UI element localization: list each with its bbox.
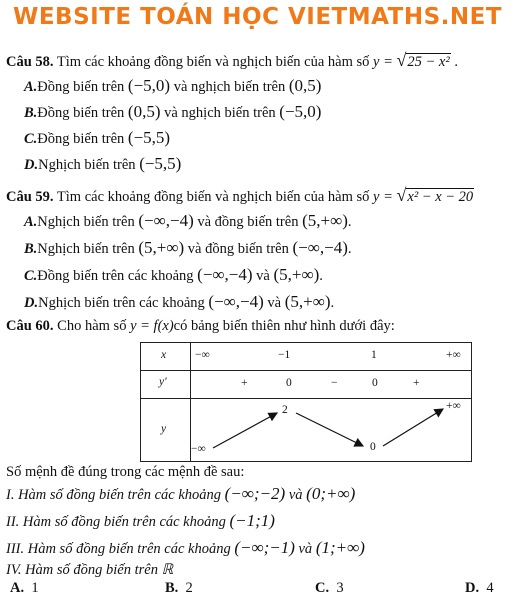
interval: (−∞;−2): [224, 484, 286, 503]
statement-text: III. Hàm số đồng biến trên các khoảng: [6, 541, 231, 557]
interval: (5,+∞): [302, 211, 348, 230]
option-letter: D.: [24, 157, 39, 173]
sign: −: [331, 377, 338, 389]
question-text: Tìm các khoảng đồng biến và nghịch biến của hàm số: [56, 189, 370, 205]
interval: (−∞,−4): [138, 211, 194, 230]
interval: (−∞,−4): [197, 265, 253, 284]
option-text: Đồng biến trên: [37, 79, 125, 95]
statement-connector: và: [298, 541, 313, 557]
answer-value: 2: [185, 580, 193, 596]
option-text: và: [256, 268, 270, 284]
interval: (−5,5): [139, 154, 182, 173]
option-text: Nghịch biến trên: [37, 214, 135, 230]
increasing-arrow: [383, 409, 443, 446]
option-end: .: [330, 295, 335, 311]
x-value: −1: [278, 349, 291, 361]
q58-option-c[interactable]: [24, 128, 170, 148]
row-label-y: y: [161, 423, 167, 435]
q59-option-b[interactable]: [24, 238, 351, 258]
question-label: Câu 59.: [6, 189, 54, 205]
option-letter: A.: [24, 214, 38, 230]
question-text: Cho hàm số: [57, 318, 127, 334]
statement-1: [6, 484, 355, 504]
option-text: và đồng biến trên: [187, 241, 289, 257]
statement-4: [6, 562, 173, 579]
option-letter: A.: [24, 79, 38, 95]
option-end: .: [319, 268, 323, 284]
statement-text: II. Hàm số đồng biến trên các khoảng: [6, 514, 226, 530]
interval: (−5,5): [127, 128, 171, 147]
answer-letter: D.: [465, 580, 480, 596]
option-text: Nghịch biến trên: [38, 157, 136, 173]
interval: (−5,0): [279, 102, 322, 121]
function-expression: y = f(x): [130, 318, 174, 334]
row-label-x: x: [161, 349, 167, 361]
real-numbers-symbol: ℝ: [161, 562, 174, 578]
sign: +: [413, 377, 420, 389]
x-value: +∞: [446, 349, 461, 361]
answer-d[interactable]: [465, 580, 494, 597]
sqrt-expression: [397, 50, 451, 71]
row-label-yprime: y′: [159, 376, 167, 388]
site-header: WEBSITE TOÁN HỌC VIETMATHS.NET: [12, 4, 503, 30]
radical-sign: √: [396, 185, 407, 205]
option-end: .: [347, 241, 352, 257]
decreasing-arrow: [296, 413, 363, 446]
variation-table: [140, 342, 472, 462]
answer-letter: A.: [10, 580, 25, 596]
interval: (−∞;−1): [234, 538, 295, 557]
q58-option-b[interactable]: [24, 102, 321, 122]
q59-option-c[interactable]: [24, 265, 323, 285]
option-text: Đồng biến trên: [37, 105, 125, 121]
interval: (5,+∞): [138, 238, 185, 257]
y-value: 0: [370, 441, 376, 453]
answer-b[interactable]: [165, 580, 193, 597]
answer-a[interactable]: [10, 580, 39, 597]
option-text: Đồng biến trên các khoảng: [37, 268, 194, 284]
q59-option-d[interactable]: [24, 292, 334, 312]
option-letter: C.: [24, 268, 38, 284]
q59-option-a[interactable]: [24, 211, 351, 231]
option-text: và: [267, 295, 282, 311]
question-label: Câu 58.: [6, 54, 54, 70]
sign: 0: [372, 377, 378, 389]
answer-letter: C.: [315, 580, 330, 596]
function-tail: .: [454, 54, 458, 70]
increasing-arrow: [213, 413, 277, 448]
option-text: và đồng biến trên: [197, 214, 299, 230]
statement-text: I. Hàm số đồng biến trên các khoảng: [6, 487, 222, 503]
y-value: 2: [282, 404, 288, 416]
radicand: 25 − x²: [407, 54, 450, 70]
interval: (0;+∞): [306, 484, 356, 503]
function-lhs: y =: [373, 189, 393, 205]
option-letter: B.: [24, 105, 38, 121]
variation-arrows: [141, 343, 471, 461]
sign: 0: [286, 377, 292, 389]
x-value: 1: [371, 349, 377, 361]
question-text: có bảng biến thiên như hình dưới đây:: [173, 318, 395, 334]
question-60: [6, 318, 395, 335]
answer-c[interactable]: [315, 580, 344, 597]
question-label: Câu 60.: [6, 318, 54, 334]
option-letter: C.: [24, 131, 38, 147]
option-end: .: [347, 214, 352, 230]
statement-prompt: Số mệnh đề đúng trong các mệnh đề sau:: [6, 464, 245, 480]
interval: (1;+∞): [315, 538, 365, 557]
interval: (5,+∞): [273, 265, 320, 284]
option-letter: B.: [24, 241, 38, 257]
interval: (−∞,−4): [208, 292, 264, 311]
option-text: và nghịch biến trên: [164, 105, 276, 121]
answer-value: 4: [486, 580, 494, 596]
option-text: Nghịch biến trên các khoảng: [38, 295, 205, 311]
answer-value: 3: [336, 580, 344, 596]
option-text: và nghịch biến trên: [173, 79, 286, 95]
statement-3: [6, 538, 365, 558]
sign: +: [241, 377, 248, 389]
option-text: Nghịch biến trên: [37, 241, 135, 257]
interval: (0,5): [127, 102, 161, 121]
q58-option-d[interactable]: [24, 154, 181, 174]
interval: (−1;1): [229, 511, 275, 530]
option-text: Đồng biến trên: [37, 131, 125, 147]
option-letter: D.: [24, 295, 39, 311]
interval: (−∞,−4): [292, 238, 348, 257]
sqrt-expression: [397, 185, 475, 206]
q58-option-a[interactable]: [24, 76, 321, 96]
question-text: Tìm các khoảng đồng biến và nghịch biến của hàm số: [56, 54, 370, 70]
statement-text: IV. Hàm số đồng biến trên: [6, 562, 158, 578]
y-value: +∞: [446, 400, 461, 412]
interval: (5,+∞): [284, 292, 331, 311]
question-59: [6, 185, 474, 206]
answer-value: 1: [31, 580, 39, 596]
question-58: [6, 50, 458, 71]
radical-sign: √: [396, 50, 407, 70]
interval: (0,5): [288, 76, 322, 95]
y-value: −∞: [191, 443, 206, 455]
answer-letter: B.: [165, 580, 179, 596]
radicand: x² − x − 20: [407, 189, 474, 205]
x-value: −∞: [195, 349, 210, 361]
statement-2: [6, 511, 275, 531]
statement-connector: và: [288, 487, 303, 503]
interval: (−5,0): [127, 76, 171, 95]
function-lhs: y =: [373, 54, 393, 70]
